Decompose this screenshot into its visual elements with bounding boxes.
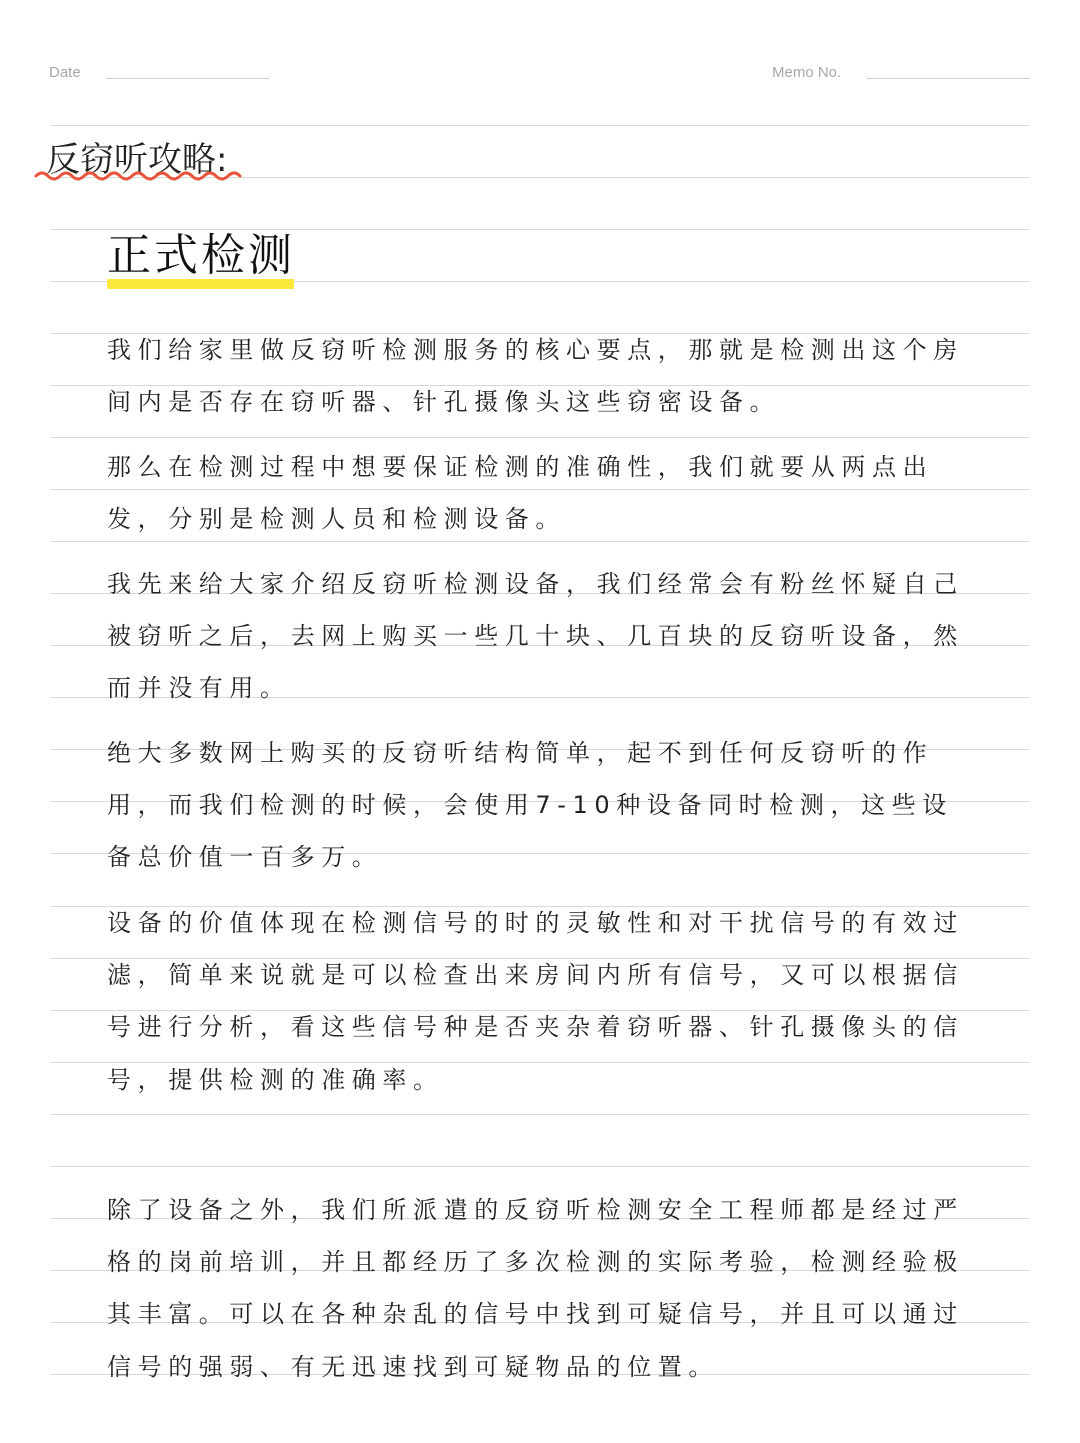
paragraph: 除了设备之外，我们所派遣的反窃听检测安全工程师都是经过严格的岗前培训，并且都经历了多次检测的实际考验，检测经验极其丰富。可以在各种杂乱的信号中找到可疑信号，并且可以通过信号的强弱、有无迅速找到可疑物品的位置。 bbox=[107, 1196, 964, 1381]
memo-line bbox=[867, 78, 1030, 79]
paragraph: 绝大多数网上购买的反窃听结构简单，起不到任何反窃听的作用，而我们检测的时候，会使用7-10种设备同时检测，这些设备总价值一百多万。 bbox=[107, 739, 953, 872]
ruled-line bbox=[50, 1114, 1030, 1115]
ruled-line bbox=[50, 125, 1030, 126]
date-label: Date bbox=[49, 64, 81, 81]
ruled-line bbox=[50, 437, 1030, 438]
date-line bbox=[106, 78, 269, 79]
paragraph: 那么在检测过程中想要保证检测的准确性，我们就要从两点出发，分别是检测人员和检测设备。 bbox=[107, 453, 934, 534]
memo-label: Memo No. bbox=[772, 64, 842, 81]
paragraph: 我先来给大家介绍反窃听检测设备，我们经常会有粉丝怀疑自己被窃听之后，去网上购买一些几十块、几百块的反窃听设备，然而并没有用。 bbox=[107, 570, 964, 703]
section-title: 正式检测 bbox=[107, 230, 295, 281]
ruled-line bbox=[50, 1166, 1030, 1167]
wavy-underline bbox=[34, 168, 246, 182]
paragraph: 我们给家里做反窃听检测服务的核心要点，那就是检测出这个房间内是否存在窃听器、针孔摄像头这些窃密设备。 bbox=[107, 336, 964, 417]
page-heading: 反窃听攻略: bbox=[46, 140, 228, 180]
paragraph: 设备的价值体现在检测信号的时的灵敏性和对干扰信号的有效过滤，简单来说就是可以检查出来房间内所有信号，又可以根据信号进行分析，看这些信号种是否夹杂着窃听器、针孔摄像头的信号，提供检测的准确率。 bbox=[107, 909, 964, 1094]
